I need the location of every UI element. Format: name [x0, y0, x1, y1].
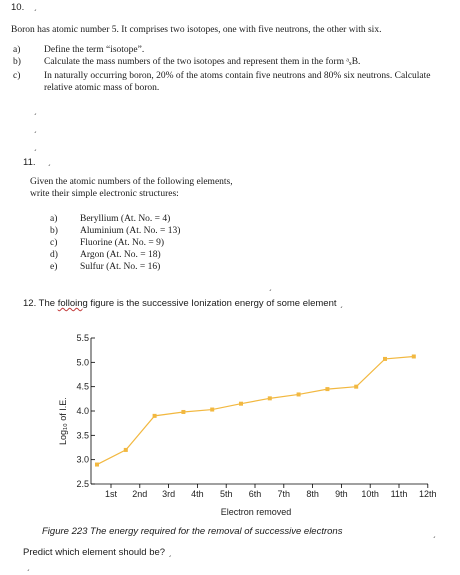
x-tick-label: 4th	[191, 489, 204, 499]
part-a-letter: a)	[13, 45, 21, 55]
part-c-letter: c)	[13, 71, 21, 81]
x-tick-label: 7th	[277, 489, 291, 499]
misspelled-word: folloing	[57, 298, 88, 309]
answer-mark: ˏ	[26, 562, 30, 571]
item-d-letter: d)	[50, 250, 58, 260]
figure-caption: Figure 223 The energy required for the removal of successive electrons	[42, 526, 343, 537]
part-c-text: In naturally occurring boron, 20% of the atoms contain five neutrons and 80% six neutrons. Calculate	[44, 71, 431, 81]
answer-mark: ˏ	[339, 299, 344, 308]
x-tick-label: 2nd	[132, 489, 148, 499]
question-12-stem	[23, 298, 343, 309]
part-b-text: Calculate the mass numbers of the two isotopes and represent them in the form ᵃₓB.	[44, 57, 361, 67]
question-12-prefix: 12. The	[23, 298, 58, 309]
y-tick-label: 5.0	[76, 357, 89, 368]
x-tick-label: 8th	[306, 489, 319, 499]
y-tick-label: 4.0	[76, 406, 89, 416]
question-10-stem: Boron has atomic number 5. It comprises two isotopes, one with five neutrons, the other with six.	[11, 25, 382, 35]
y-tick-label: 3.0	[76, 454, 89, 465]
question-12-suffix: figure is the successive Ionization energy of some element	[87, 298, 340, 309]
answer-mark: ˏ	[47, 157, 51, 166]
item-e-letter: e)	[50, 262, 58, 272]
x-tick-group	[105, 484, 437, 499]
data-point-8th	[297, 392, 301, 396]
y-axis-label: Log₁₀ of I.E.	[58, 397, 68, 445]
item-d-text: Argon (At. No. = 18)	[80, 250, 161, 260]
answer-mark: ˏ	[33, 124, 37, 133]
part-a-text: Define the term “isotope”.	[44, 45, 145, 55]
data-point-12th	[412, 354, 416, 358]
series-line	[97, 356, 414, 464]
x-tick-label: 3rd	[162, 489, 176, 499]
question-11-stem-line2: write their simple electronic structures:	[30, 189, 179, 199]
answer-mark: ˏ	[33, 2, 37, 11]
x-tick-label: 6th	[248, 489, 262, 499]
x-tick-label: 9th	[335, 489, 348, 499]
data-point-9th	[325, 387, 329, 391]
answer-mark: ˏ	[167, 548, 172, 557]
item-b-letter: b)	[50, 226, 58, 236]
y-tick-group	[76, 333, 95, 489]
predict-text: Predict which element should be?	[23, 547, 168, 558]
question-11-number: 11.	[23, 157, 36, 168]
item-b-text: Aluminium (At. No. = 13)	[80, 226, 181, 236]
y-tick-label: 4.5	[76, 381, 89, 392]
data-point-6th	[239, 402, 243, 406]
data-point-7th	[268, 396, 272, 400]
predict-prompt	[23, 547, 172, 558]
answer-mark: ˏ	[33, 142, 37, 151]
item-c-text: Fluorine (At. No. = 9)	[80, 238, 164, 248]
x-tick-label: 10th	[361, 489, 379, 499]
x-tick-label: 12th	[419, 489, 437, 499]
data-point-group	[95, 354, 416, 466]
x-tick-label: 11th	[390, 489, 408, 499]
x-tick-label: 5th	[219, 489, 233, 499]
y-tick-label: 5.5	[76, 333, 89, 343]
item-e-text: Sulfur (At. No. = 16)	[80, 262, 161, 272]
item-a-letter: a)	[50, 214, 58, 224]
x-tick-label: 1st	[104, 489, 118, 499]
item-a-text: Beryllium (At. No. = 4)	[80, 214, 171, 224]
part-c-continuation: relative atomic mass of boron.	[44, 83, 160, 93]
x-axis-label: Electron removed	[220, 507, 292, 517]
question-11-stem-line1: Given the atomic numbers of the following elements,	[30, 177, 233, 187]
data-point-1st	[95, 463, 99, 467]
data-point-3rd	[153, 414, 157, 418]
data-point-5th	[210, 408, 214, 412]
y-tick-label: 3.5	[76, 430, 89, 441]
ionization-energy-chart	[0, 320, 460, 530]
data-point-2nd	[124, 448, 128, 452]
answer-mark: ˏ	[432, 529, 436, 538]
item-c-letter: c)	[50, 238, 58, 248]
data-point-4th	[181, 410, 185, 414]
data-point-10th	[354, 385, 358, 389]
data-point-11th	[383, 357, 387, 361]
answer-mark: ˏ	[33, 106, 37, 115]
part-b-letter: b)	[13, 57, 21, 67]
question-10-number: 10.	[11, 2, 25, 13]
y-tick-label: 2.5	[76, 479, 89, 489]
answer-mark: ˏ	[268, 282, 272, 291]
